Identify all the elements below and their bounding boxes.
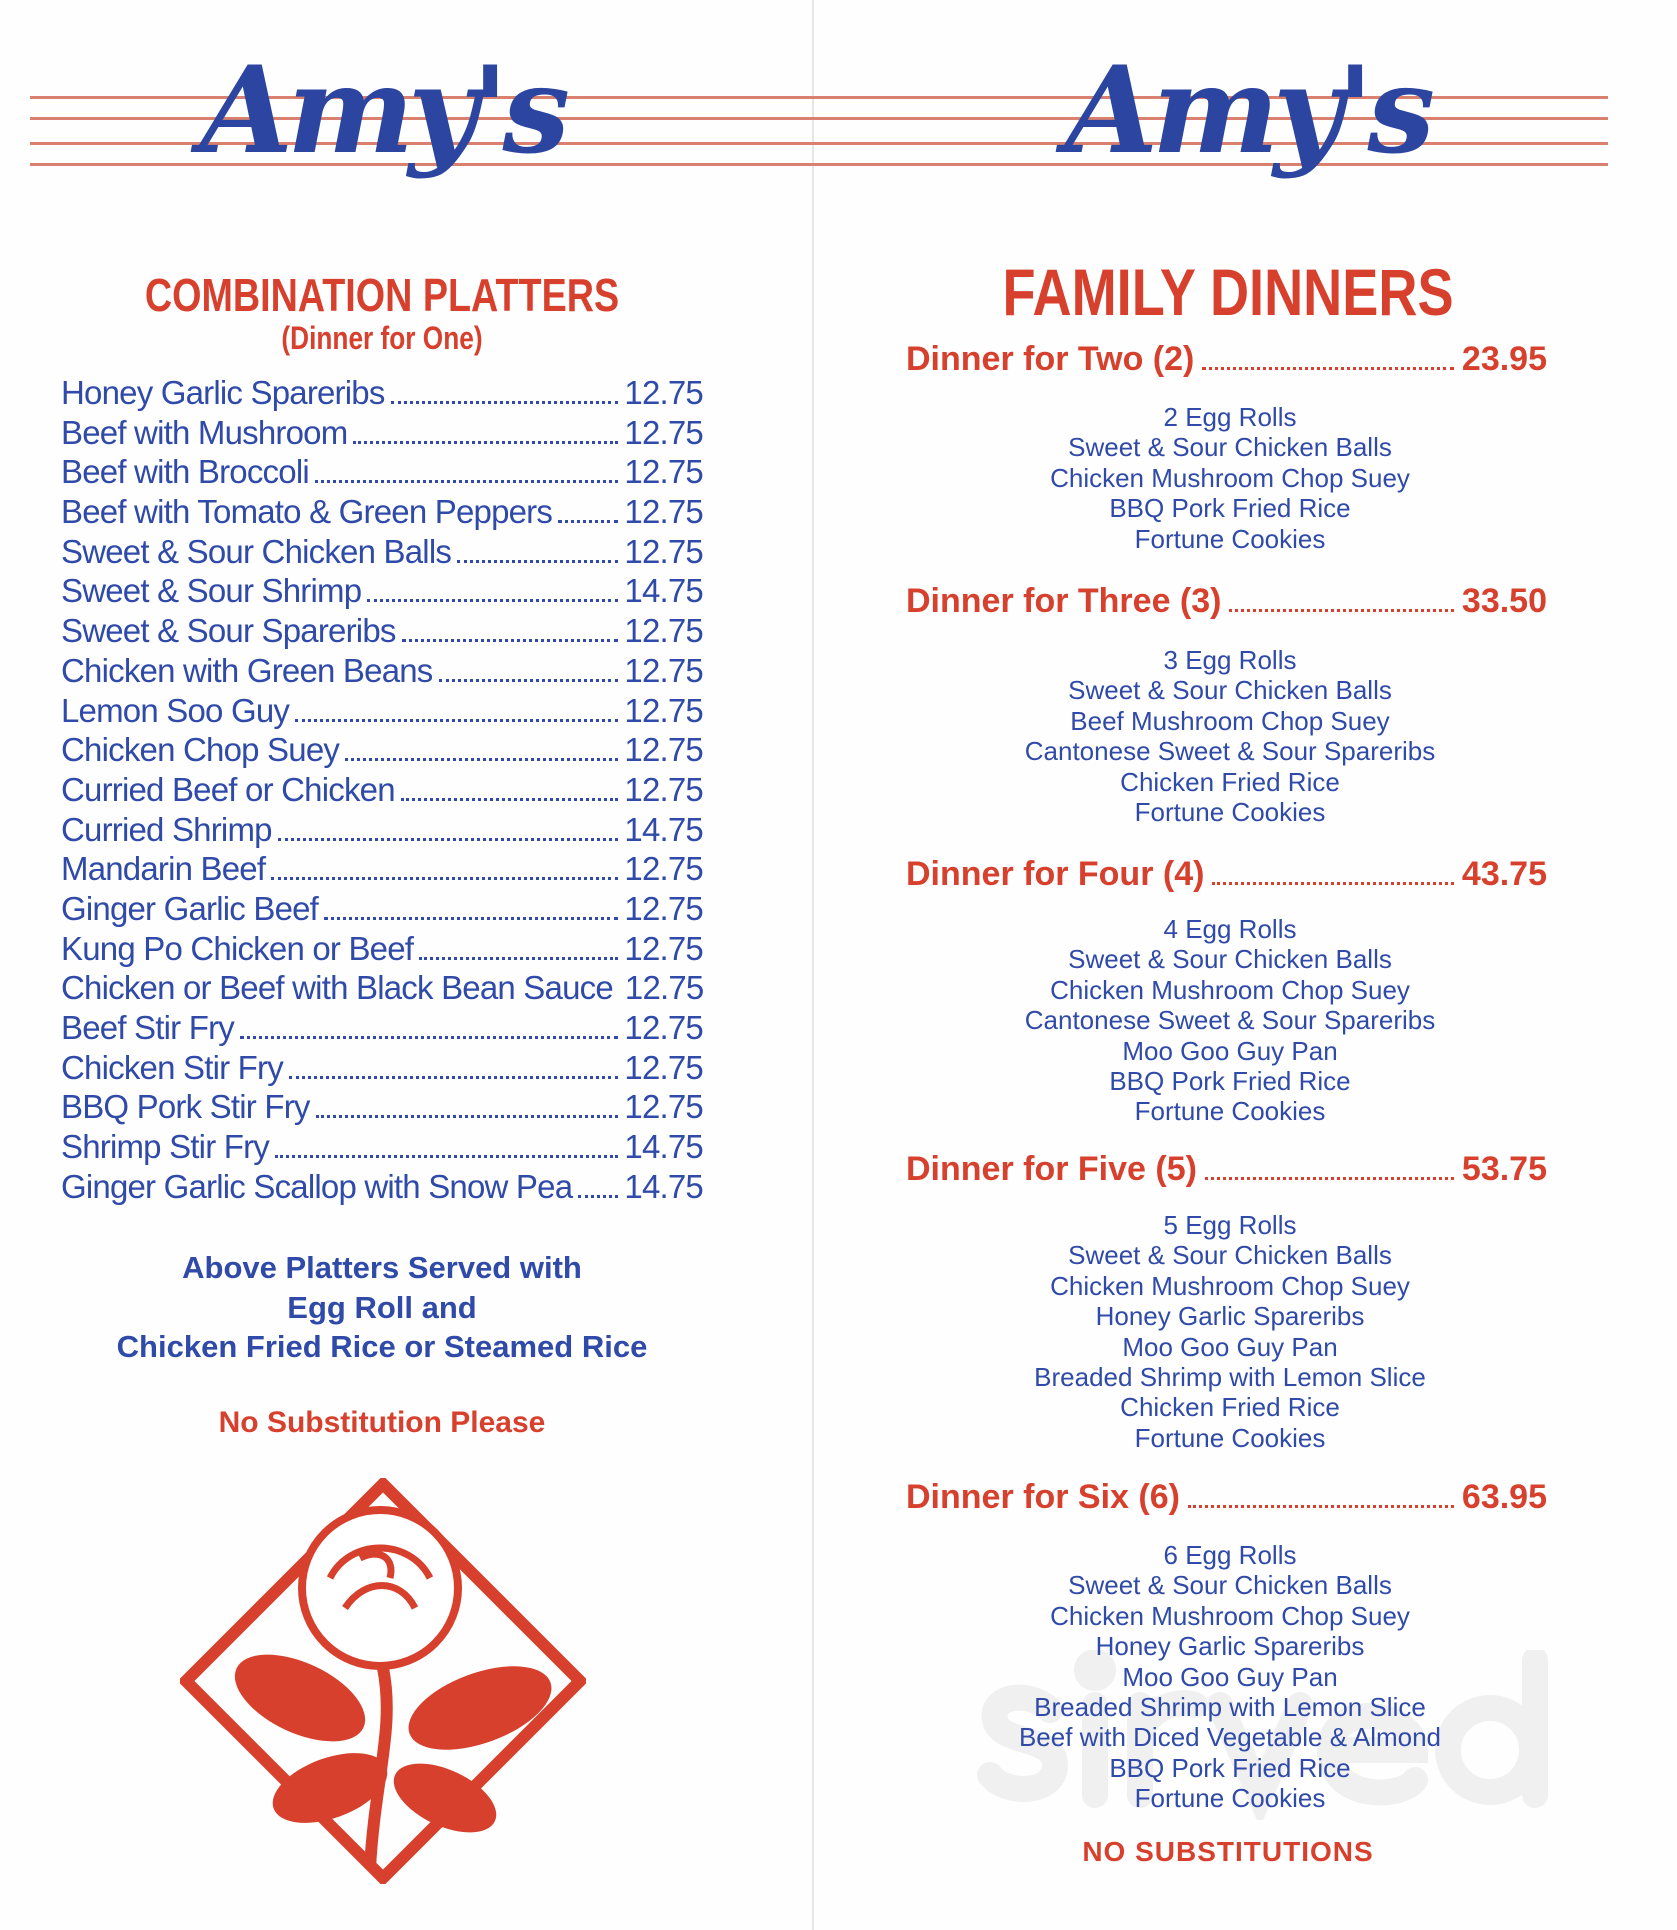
- platter-item: [61, 1128, 703, 1168]
- platter-item: [61, 652, 703, 692]
- dinner-item: Chicken Fried Rice: [1120, 766, 1340, 797]
- item-price: 12.75: [624, 850, 703, 888]
- dinner-item: Cantonese Sweet & Sour Spareribs: [1024, 736, 1436, 767]
- served-with-note: [82, 1248, 682, 1367]
- logo-left: Amy's: [200, 40, 565, 181]
- dot-leader: [367, 599, 618, 602]
- item-price: 12.75: [624, 612, 703, 650]
- item-price: 12.75: [624, 453, 703, 491]
- item-price: 12.75: [624, 1009, 703, 1046]
- item-price: 12.75: [624, 374, 703, 411]
- dinner-name: Dinner for Two (2): [906, 340, 1195, 378]
- item-name: Chicken Chop Suey: [61, 731, 340, 769]
- item-price: 12.75: [624, 691, 703, 729]
- item-name: Curried Beef or Chicken: [61, 770, 395, 808]
- dinner-item: BBQ Pork Fried Rice: [1109, 1066, 1351, 1097]
- item-name: Honey Garlic Spareribs: [61, 374, 385, 411]
- family-dinners-title: FAMILY DINNERS: [1002, 255, 1454, 329]
- dot-leader: [275, 1155, 618, 1158]
- platter-item: [61, 811, 703, 851]
- item-price: 12.75: [624, 929, 703, 967]
- dinner-item: BBQ Pork Fried Rice: [1109, 493, 1351, 524]
- platter-item: [61, 731, 703, 771]
- dinner-heading: [906, 855, 1547, 894]
- dot-leader: [439, 679, 619, 682]
- platter-item: [61, 533, 703, 573]
- dinner-item: Fortune Cookies: [1134, 797, 1326, 828]
- platter-item: [61, 374, 703, 414]
- item-price: 12.75: [624, 493, 703, 531]
- dot-leader: [353, 441, 618, 444]
- served-line: Egg Roll and: [287, 1289, 477, 1325]
- platter-item: [61, 692, 703, 732]
- dot-leader: [401, 798, 619, 801]
- dinner-price: 33.50: [1461, 582, 1547, 620]
- platter-item: [61, 1049, 703, 1089]
- item-name: BBQ Pork Stir Fry: [61, 1088, 310, 1126]
- item-price: 12.75: [624, 1088, 703, 1126]
- item-price: 14.75: [624, 810, 703, 848]
- dinner-price: 63.95: [1461, 1478, 1547, 1516]
- item-name: Sweet & Sour Spareribs: [61, 612, 396, 650]
- dinner-items: [980, 914, 1480, 1127]
- dot-leader: [402, 639, 619, 642]
- dinner-name: Dinner for Four (4): [906, 855, 1205, 893]
- item-name: Chicken Stir Fry: [61, 1048, 283, 1086]
- dot-leader: [1188, 1505, 1454, 1508]
- combination-subtitle: (Dinner for One): [281, 320, 483, 356]
- dot-leader: [295, 719, 618, 722]
- item-name: Beef with Broccoli: [61, 453, 309, 491]
- dinner-item: Chicken Fried Rice: [1120, 1392, 1340, 1423]
- dinner-item: Fortune Cookies: [1134, 1096, 1326, 1127]
- logo-right: Amy's: [1065, 40, 1430, 181]
- dot-leader: [578, 1195, 618, 1198]
- dinner-item: Sweet & Sour Chicken Balls: [1068, 432, 1392, 463]
- item-price: 14.75: [624, 1128, 703, 1166]
- dinner-heading: [906, 1150, 1547, 1189]
- dinner-price: 43.75: [1461, 855, 1547, 893]
- dot-leader: [1205, 1177, 1454, 1180]
- dinner-item: Moo Goo Guy Pan: [1122, 1661, 1338, 1692]
- item-price: 12.75: [624, 969, 704, 1007]
- item-name: Shrimp Stir Fry: [61, 1128, 270, 1166]
- platter-item: [61, 1009, 703, 1049]
- dinner-item: Honey Garlic Spareribs: [1095, 1631, 1365, 1662]
- no-substitution-note: No Substitution Please: [218, 1406, 546, 1439]
- dinner-heading: [906, 340, 1547, 379]
- dinner-item: Moo Goo Guy Pan: [1122, 1035, 1338, 1066]
- combination-platters-title: COMBINATION PLATTERS: [144, 269, 620, 321]
- item-name: Ginger Garlic Scallop with Snow Pea: [61, 1167, 573, 1205]
- dinner-item: Chicken Mushroom Chop Suey: [1050, 1270, 1410, 1301]
- item-price: 12.75: [624, 413, 703, 451]
- item-price: 12.75: [624, 1048, 703, 1086]
- served-line: Above Platters Served with: [182, 1250, 582, 1285]
- dinner-item: 6 Egg Rolls: [1163, 1540, 1297, 1570]
- item-price: 12.75: [624, 532, 703, 570]
- dinner-items: [980, 1540, 1480, 1814]
- dinner-item: Cantonese Sweet & Sour Spareribs: [1024, 1005, 1436, 1036]
- dot-leader: [1202, 367, 1454, 370]
- dinner-items: [980, 1210, 1480, 1453]
- dinner-item: Beef with Diced Vegetable & Almond: [1018, 1722, 1442, 1753]
- platter-item: [61, 493, 703, 533]
- dinner-item: Sweet & Sour Chicken Balls: [1068, 1570, 1392, 1601]
- platter-item: [61, 1088, 703, 1128]
- dinner-name: Dinner for Six (6): [906, 1478, 1180, 1516]
- dinner-item: Sweet & Sour Chicken Balls: [1068, 1240, 1392, 1271]
- platter-item: [61, 771, 703, 811]
- platter-item: [61, 930, 703, 970]
- platter-list: [61, 374, 703, 1207]
- item-name: Beef Stir Fry: [61, 1009, 234, 1046]
- item-price: 14.75: [624, 572, 703, 610]
- item-name: Sweet & Sour Shrimp: [61, 572, 362, 610]
- item-name: Chicken or Beef with Black Bean Sauce: [61, 969, 613, 1007]
- dot-leader: [278, 838, 619, 841]
- item-name: Beef with Tomato & Green Peppers: [61, 493, 553, 531]
- dinner-item: Chicken Mushroom Chop Suey: [1050, 462, 1410, 493]
- dinner-item: Breaded Shrimp with Lemon Slice: [1034, 1692, 1426, 1723]
- dinner-item: 5 Egg Rolls: [1163, 1210, 1297, 1240]
- dinner-item: 2 Egg Rolls: [1163, 402, 1297, 432]
- item-price: 12.75: [624, 889, 703, 927]
- platter-item: [61, 969, 703, 1009]
- dot-leader: [391, 401, 619, 404]
- dinner-item: Beef Mushroom Chop Suey: [1070, 705, 1390, 736]
- dinner-price: 53.75: [1461, 1150, 1547, 1188]
- item-name: Beef with Mushroom: [61, 413, 348, 451]
- dinner-item: Moo Goo Guy Pan: [1122, 1331, 1338, 1362]
- item-name: Curried Shrimp: [61, 810, 272, 848]
- item-price: 12.75: [624, 731, 703, 769]
- dot-leader: [324, 917, 618, 920]
- platter-item: [61, 612, 703, 652]
- item-name: Chicken with Green Beans: [61, 651, 433, 689]
- platter-item: [61, 1168, 703, 1208]
- item-name: Lemon Soo Guy: [61, 691, 290, 729]
- rose-icon: [180, 1478, 586, 1884]
- item-price: 12.75: [624, 651, 703, 689]
- dot-leader: [419, 957, 618, 960]
- dinner-item: Chicken Mushroom Chop Suey: [1050, 974, 1410, 1005]
- dot-leader: [315, 480, 619, 483]
- item-name: Sweet & Sour Chicken Balls: [61, 532, 452, 570]
- platter-item: [61, 414, 703, 454]
- item-name: Mandarin Beef: [61, 850, 266, 888]
- dot-leader: [457, 560, 618, 563]
- dinner-name: Dinner for Three (3): [906, 582, 1222, 620]
- fold-divider: [812, 0, 814, 1930]
- dinner-item: Sweet & Sour Chicken Balls: [1068, 944, 1392, 975]
- dinner-item: Breaded Shrimp with Lemon Slice: [1034, 1362, 1426, 1393]
- item-name: Ginger Garlic Beef: [61, 889, 319, 927]
- dinner-price: 23.95: [1461, 340, 1547, 378]
- dinner-heading: [906, 1478, 1547, 1517]
- dinner-item: Fortune Cookies: [1134, 1783, 1326, 1814]
- dot-leader: [289, 1076, 619, 1079]
- platter-item: [61, 572, 703, 612]
- dinner-item: 3 Egg Rolls: [1163, 645, 1297, 675]
- item-price: 12.75: [624, 770, 703, 808]
- dinner-item: Honey Garlic Spareribs: [1095, 1301, 1365, 1332]
- dinner-item: Fortune Cookies: [1134, 523, 1326, 554]
- dot-leader: [558, 520, 618, 523]
- platter-item: [61, 453, 703, 493]
- dot-leader: [1212, 882, 1453, 885]
- dinner-item: 4 Egg Rolls: [1163, 914, 1297, 944]
- dinner-item: BBQ Pork Fried Rice: [1109, 1752, 1351, 1783]
- dinner-item: Fortune Cookies: [1134, 1422, 1326, 1453]
- dot-leader: [240, 1036, 618, 1039]
- item-price: 14.75: [624, 1167, 703, 1205]
- platter-item: [61, 850, 703, 890]
- dinner-item: Sweet & Sour Chicken Balls: [1068, 675, 1392, 706]
- no-substitutions-note: NO SUBSTITUTIONS: [1082, 1836, 1374, 1867]
- dinner-items: [980, 645, 1480, 827]
- dinner-heading: [906, 582, 1547, 621]
- dot-leader: [345, 758, 618, 761]
- dinner-item: Chicken Mushroom Chop Suey: [1050, 1600, 1410, 1631]
- dot-leader: [316, 1115, 619, 1118]
- dinner-name: Dinner for Five (5): [906, 1150, 1197, 1188]
- item-name: Kung Po Chicken or Beef: [61, 929, 414, 967]
- served-line: Chicken Fried Rice or Steamed Rice: [116, 1329, 648, 1364]
- platter-item: [61, 890, 703, 930]
- dot-leader: [271, 877, 618, 880]
- dinner-items: [980, 402, 1480, 554]
- dot-leader: [1229, 609, 1453, 612]
